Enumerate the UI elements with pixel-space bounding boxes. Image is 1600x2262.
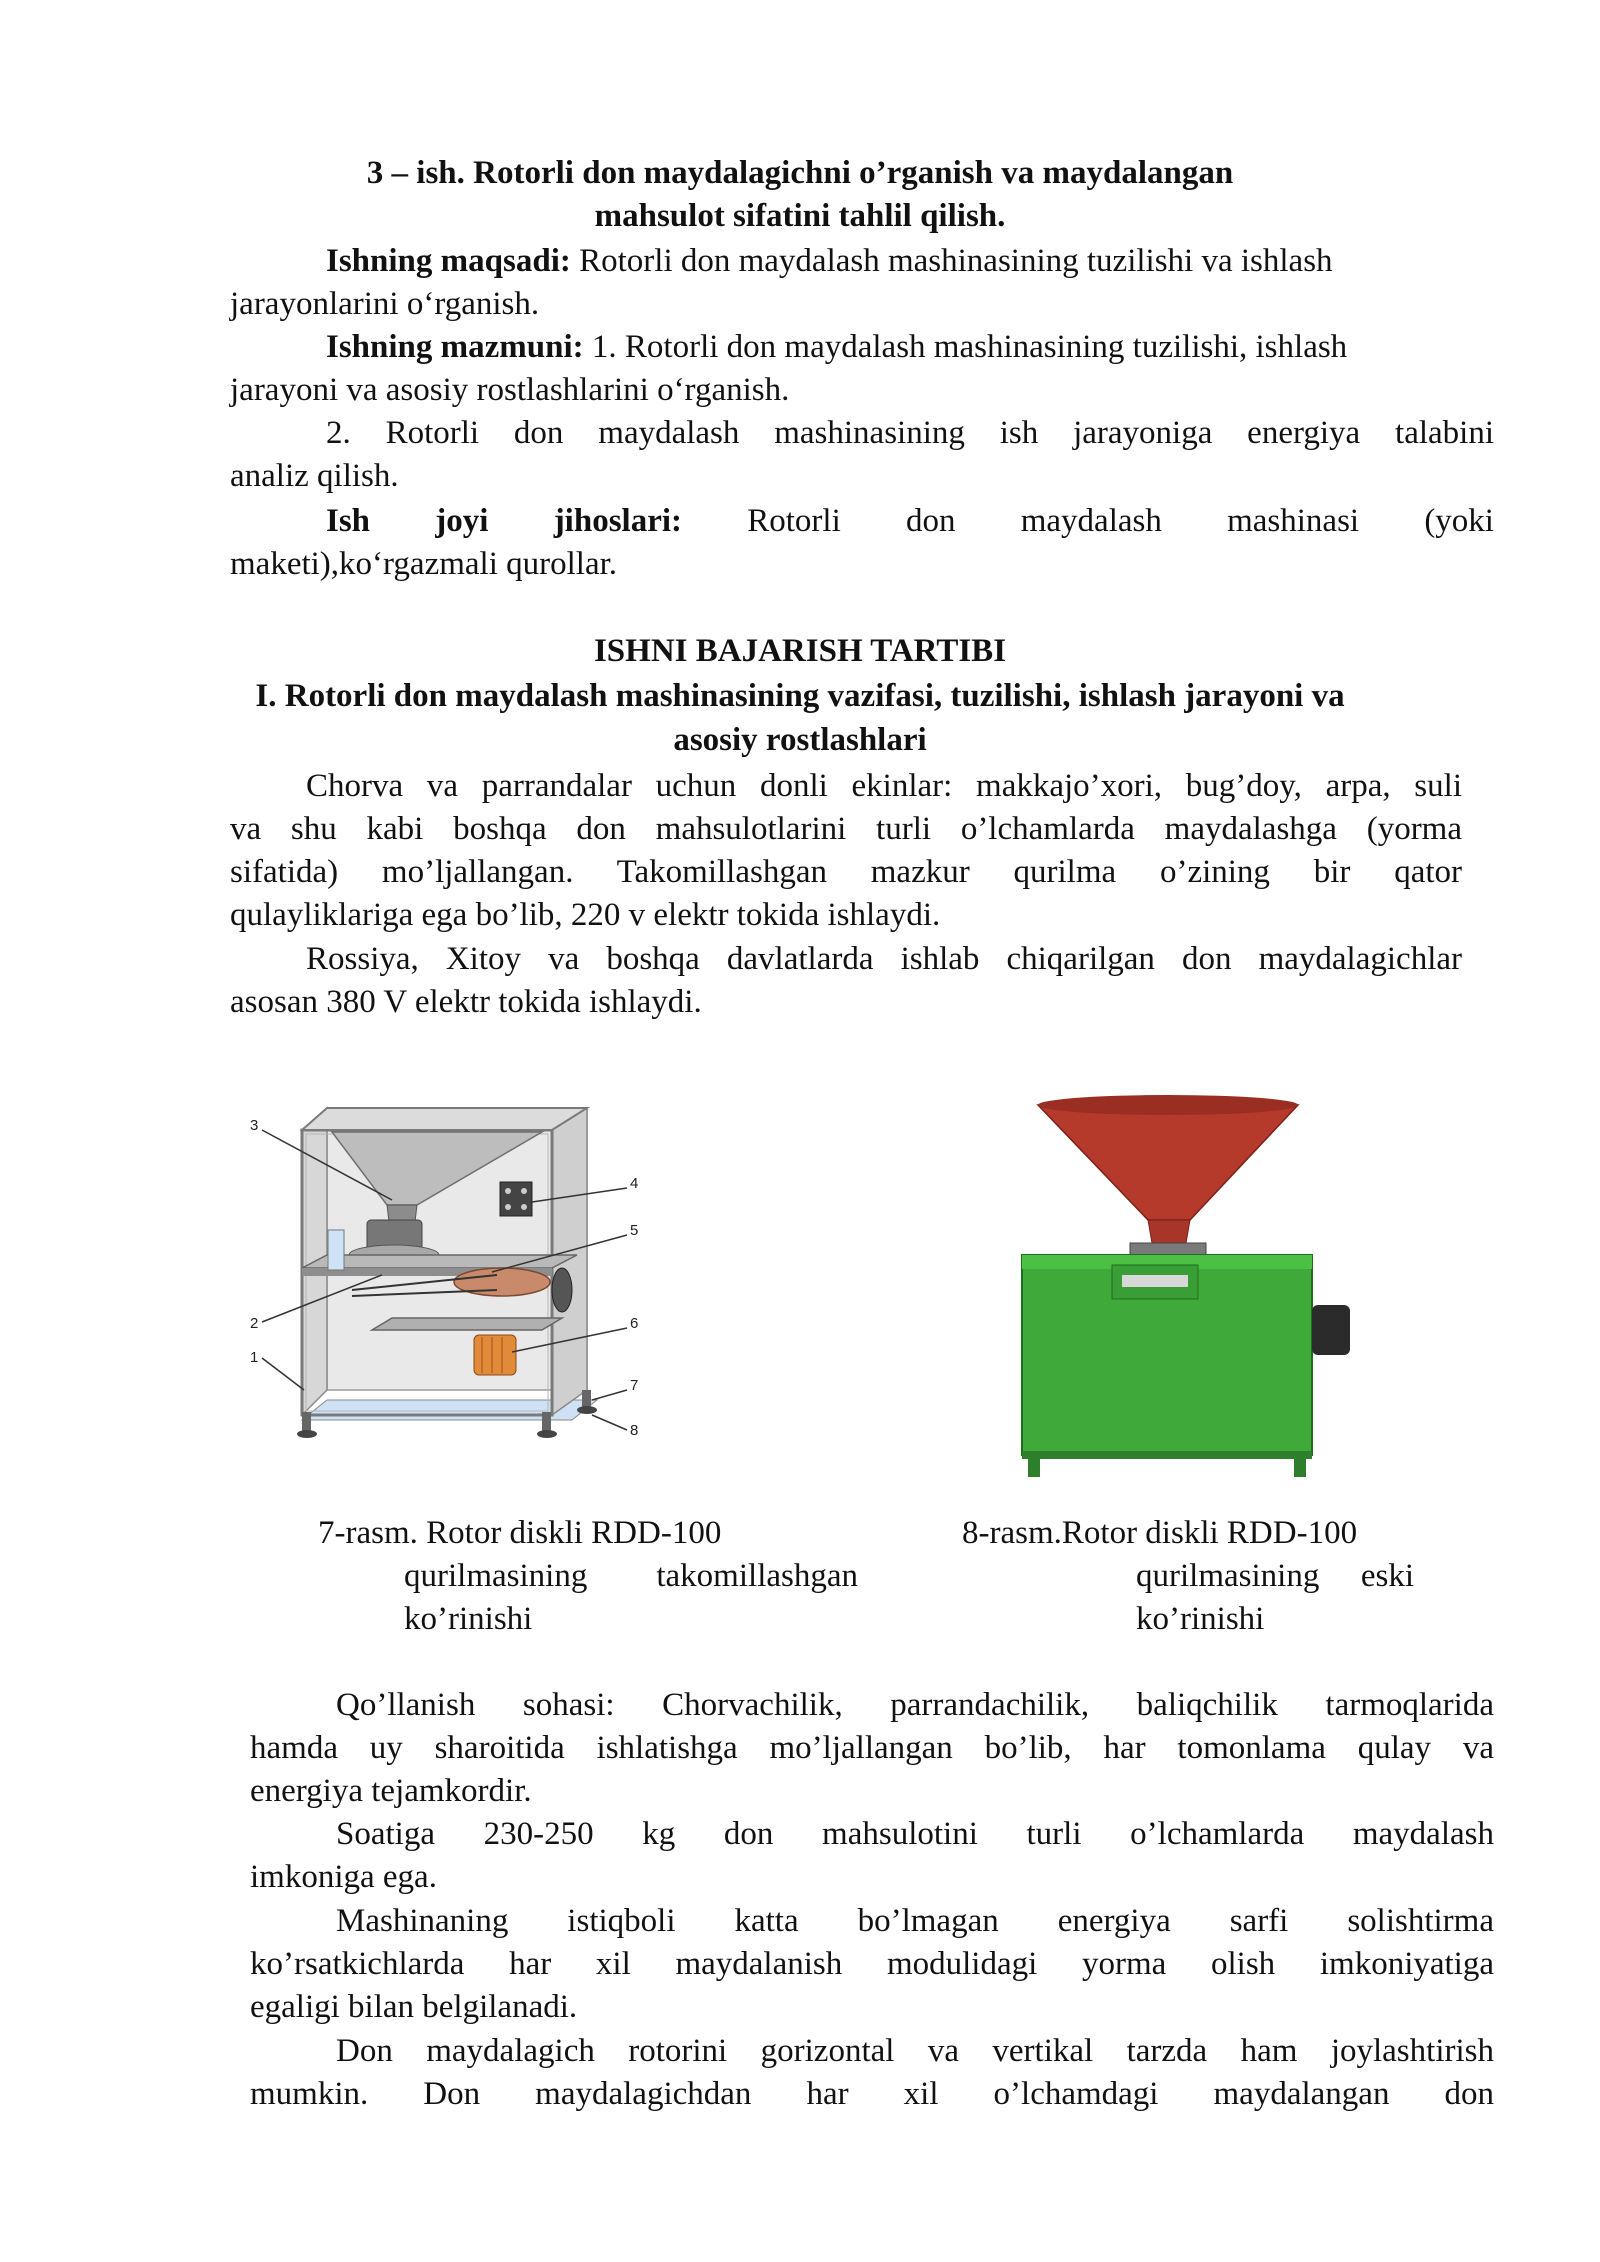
equipment-label-w3: jihoslari:: [553, 503, 683, 539]
purpose-label: Ishning maqsadi:: [326, 243, 571, 279]
figure-7-caption-line2: qurilmasining takomillashgan: [404, 1558, 858, 1594]
fig7-label-8: 8: [630, 1422, 639, 1439]
fig7-label-2: 2: [250, 1315, 259, 1332]
purpose-text: Rotorli don maydalash mashinasining tuzilishi va ishlash: [570, 243, 1333, 279]
para2-line: asosan 380 V elektr tokida ishlaydi.: [230, 984, 702, 1020]
doc-title-line1: 3 – ish. Rotorli don maydalagichni o’rganish va maydalangan: [366, 155, 1234, 191]
fig7-label-6: 6: [630, 1315, 639, 1332]
para1-line: va shu kabi boshqa don mahsulotlarini turli o’lchamlarda maydalashga (yorma: [230, 811, 1462, 847]
fig7-label-4: 4: [630, 1175, 639, 1192]
purpose-line: [326, 240, 1333, 283]
equipment-label-w2: joyi: [435, 503, 489, 539]
para4-line: imkoniga ega.: [250, 1859, 437, 1895]
figure-8-caption-line2: qurilmasining eski: [1136, 1558, 1414, 1594]
para1-line: sifatida) mo’ljallangan. Takomillashgan mazkur qurilma o’zining bir qator: [230, 854, 1462, 890]
equipment-word: don: [906, 503, 956, 539]
doc-title-line2: mahsulot sifatini tahlil qilish.: [594, 198, 1006, 234]
equipment-word: mashinasi: [1227, 503, 1360, 539]
content-line: [326, 326, 1347, 369]
section-subheading-line2: asosiy rostlashlari: [673, 722, 927, 758]
fig7-label-1: 1: [250, 1349, 259, 1366]
figure-7-caption-line1: 7-rasm. Rotor diskli RDD-100: [318, 1515, 722, 1551]
figure-7-image: [242, 1090, 662, 1470]
para2-line: Rossiya, Xitoy va boshqa davlatlarda ishlab chiqarilgan don maydalagichlar: [306, 941, 1462, 977]
para5-line: ko’rsatkichlarda har xil maydalanish modulidagi yorma olish imkoniyatiga: [250, 1946, 1494, 1982]
para5-line: egaligi bilan belgilanadi.: [250, 1989, 578, 2025]
equipment-word: maydalash: [1020, 503, 1162, 539]
figure-8-image: [980, 1095, 1355, 1485]
figure-8-caption-line1: 8-rasm.Rotor diskli RDD-100: [962, 1515, 1358, 1551]
equipment-label-w1: Ish: [326, 503, 371, 539]
fig7-label-3: 3: [250, 1117, 259, 1134]
equipment-word: (yoki: [1424, 503, 1494, 539]
item2-line1: 2. Rotorli don maydalash mashinasining ish jarayoniga energiya talabini: [326, 415, 1494, 451]
para3-line: hamda uy sharoitida ishlatishga mo’ljallangan bo’lib, har tomonlama qulay va: [250, 1730, 1494, 1766]
para3-line: energiya tejamkordir.: [250, 1773, 532, 1809]
content-label: Ishning mazmuni:: [326, 329, 584, 365]
fig7-label-5: 5: [630, 1222, 639, 1239]
para4-line: Soatiga 230-250 kg don mahsulotini turli o’lchamlarda maydalash: [336, 1816, 1494, 1852]
para3-line: Qo’llanish sohasi: Chorvachilik, parrandachilik, baliqchilik tarmoqlarida: [336, 1687, 1494, 1723]
item2-line2: analiz qilish.: [230, 458, 399, 494]
para1-line: qulayliklariga ega bo’lib, 220 v elektr tokida ishlaydi.: [230, 897, 941, 933]
figure-8-caption-line3: ko’rinishi: [1136, 1601, 1265, 1637]
equipment-line2: maketi),ko‘rgazmali qurollar.: [230, 546, 618, 582]
figure-7-caption-line3: ko’rinishi: [404, 1601, 533, 1637]
equipment-word: Rotorli: [747, 503, 841, 539]
section-subheading-line1: I. Rotorli don maydalash mashinasining vazifasi, tuzilishi, ishlash jarayoni va: [255, 678, 1345, 714]
content-line2: jarayoni va asosiy rostlashlarini o‘rganish.: [230, 372, 790, 408]
content-text: 1. Rotorli don maydalash mashinasining tuzilishi, ishlash: [583, 329, 1348, 365]
fig7-label-7: 7: [630, 1377, 639, 1394]
section-heading: ISHNI BAJARISH TARTIBI: [593, 633, 1007, 669]
para6-line: mumkin. Don maydalagichdan har xil o’lchamdagi maydalangan don: [250, 2076, 1494, 2112]
para1-line: Chorva va parrandalar uchun donli ekinlar: makkajo’xori, bug’doy, arpa, suli: [306, 768, 1462, 804]
para6-line: Don maydalagich rotorini gorizontal va vertikal tarzda ham joylashtirish: [336, 2033, 1494, 2069]
equipment-line: [326, 500, 1494, 543]
purpose-line2: jarayonlarini o‘rganish.: [230, 286, 540, 322]
para5-line: Mashinaning istiqboli katta bo’lmagan energiya sarfi solishtirma: [336, 1903, 1494, 1939]
